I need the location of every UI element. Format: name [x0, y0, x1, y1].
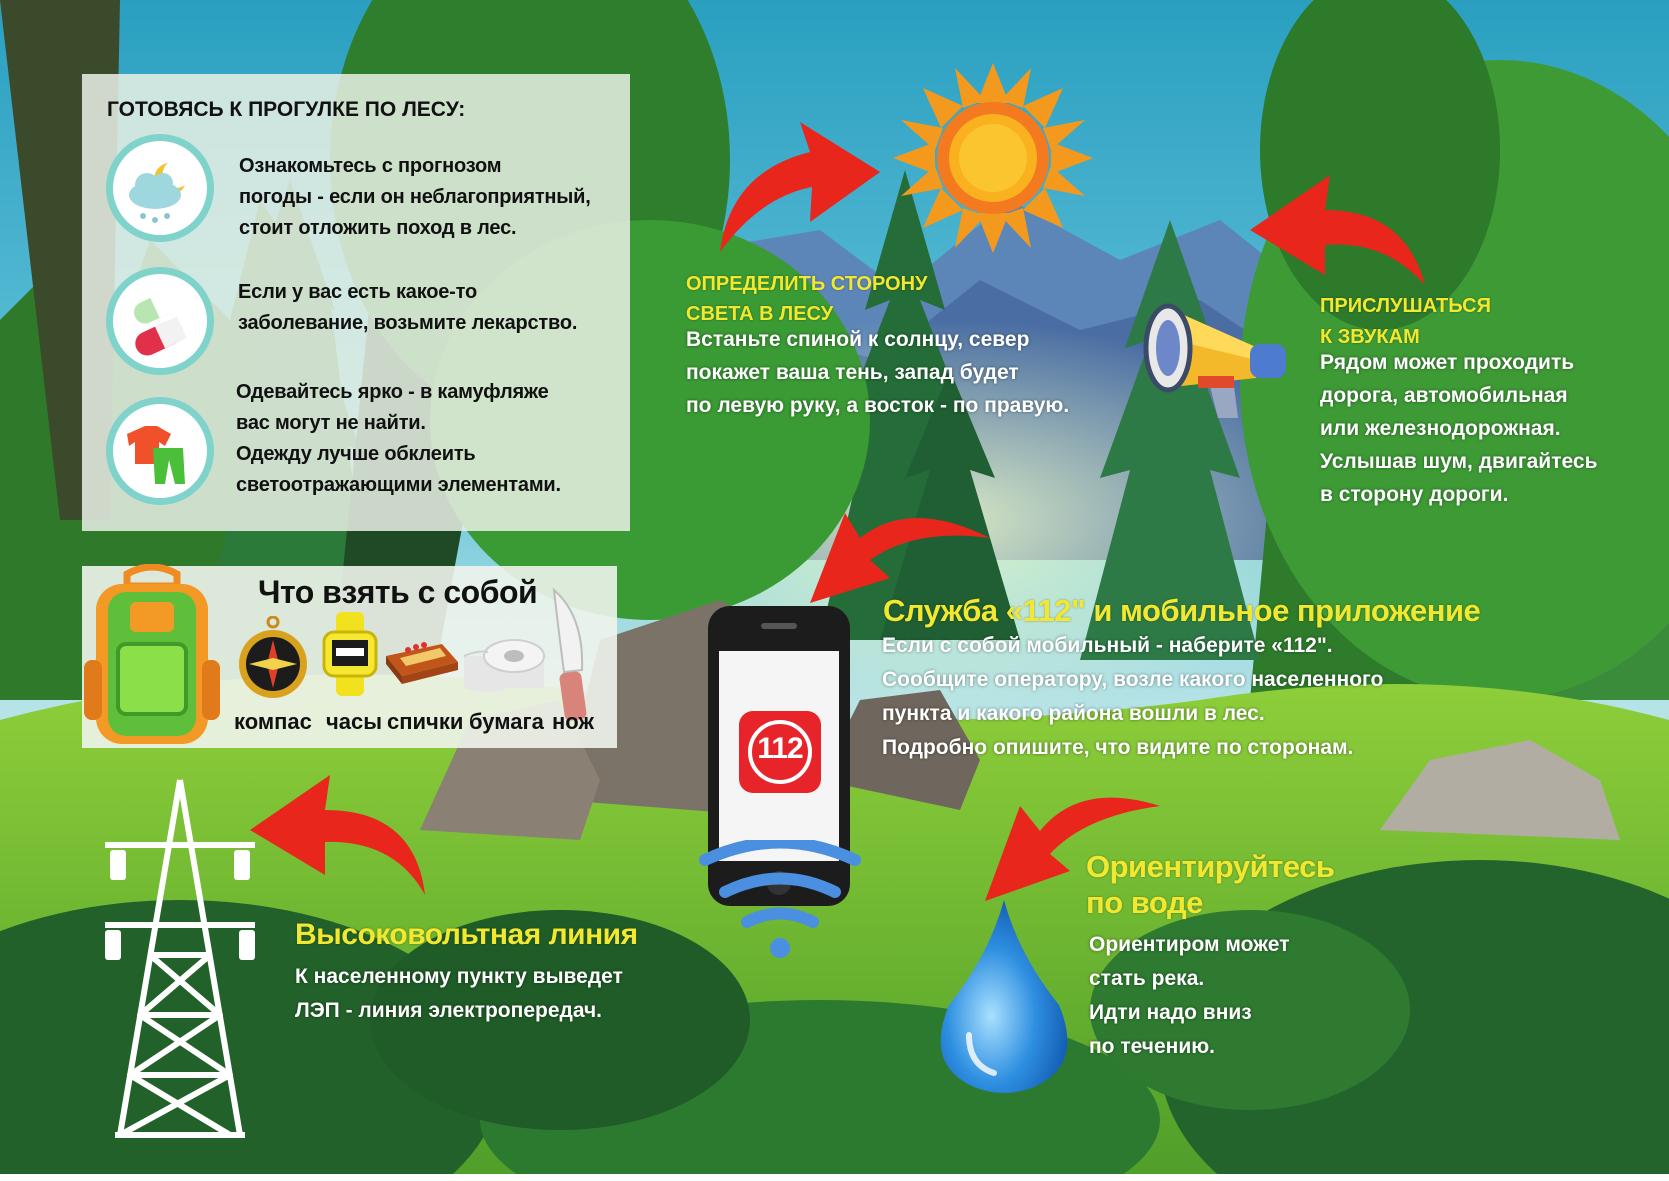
kit-title: Что взять с собой [258, 574, 538, 610]
kit-item-matches: спички [387, 709, 464, 734]
service-heading: Служба «112" и мобильное приложение [883, 593, 1481, 628]
service-text: Если с собой мобильный - наберите «112". Сообщите оператору, возле какого населенного пункта и какого района вошли в лес. Подробно опишите, что видите по сторонам. [882, 634, 1384, 759]
kit-item-paper: бумага [469, 709, 544, 734]
power-tower-icon [100, 775, 260, 1145]
water-drop-icon [934, 895, 1074, 1095]
power-text: К населенному пункту выведет ЛЭП - линия электропередач. [295, 965, 623, 1022]
preparation-title: ГОТОВЯСЬ К ПРОГУЛКЕ ПО ЛЕСУ: [107, 98, 466, 121]
tip-clothing: Одевайтесь ярко - в камуфляже вас могут не найти. Одежду лучше обклеить светоотражающими элементами. [236, 381, 561, 496]
weather-cloud-moon-icon [106, 134, 214, 242]
arrow-to-tower-icon [245, 760, 435, 900]
sun-text: Встаньте спиной к солнцу, север покажет ваша тень, запад будет по левую руку, а восток - по правую. [686, 328, 1070, 417]
knife-icon [544, 586, 602, 726]
tip-medicine: Если у вас есть какое-то заболевание, возьмите лекарство. [238, 281, 578, 334]
pills-icon [106, 267, 214, 375]
sun-heading: ОПРЕДЕЛИТЬ СТОРОНУ СВЕТА В ЛЕСУ [686, 273, 928, 325]
sun-icon [885, 60, 1100, 255]
sound-heading: ПРИСЛУШАТЬСЯ К ЗВУКАМ [1320, 295, 1491, 348]
kit-item-knife: нож [552, 709, 595, 734]
backpack-icon [82, 564, 222, 750]
kit-item-watch: часы [326, 709, 383, 734]
preparation-panel [82, 74, 630, 531]
tip-weather: Ознакомьтесь с прогнозом погоды - если он неблагоприятный, стоит отложить поход в лес. [239, 155, 591, 239]
kit-item-compass: компас [234, 709, 312, 734]
sound-text: Рядом может проходить дорога, автомобильная или железнодорожная. Услышав шум, двигайтесь в сторону дороги. [1320, 351, 1598, 506]
bright-clothes-icon [106, 397, 214, 505]
matches-icon [382, 636, 460, 686]
water-text: Ориентиром может стать река. Идти надо вниз по течению. [1089, 933, 1290, 1058]
watch-icon [322, 612, 378, 696]
power-heading: Высоковольтная линия [295, 918, 638, 951]
arrow-to-phone-icon [800, 498, 1000, 608]
wifi-signal-icon [695, 840, 865, 960]
emergency-112-badge [739, 711, 821, 793]
loudspeaker-icon [1138, 278, 1298, 423]
arrow-to-loudspeaker-icon [1235, 170, 1435, 290]
water-heading: Ориентируйтесь по воде [1086, 849, 1335, 920]
kit-panel [82, 566, 617, 748]
toilet-paper-icon [458, 626, 550, 698]
emergency-number: 112 [757, 732, 803, 765]
arrow-to-sun-icon [700, 112, 900, 262]
compass-icon [237, 616, 309, 706]
